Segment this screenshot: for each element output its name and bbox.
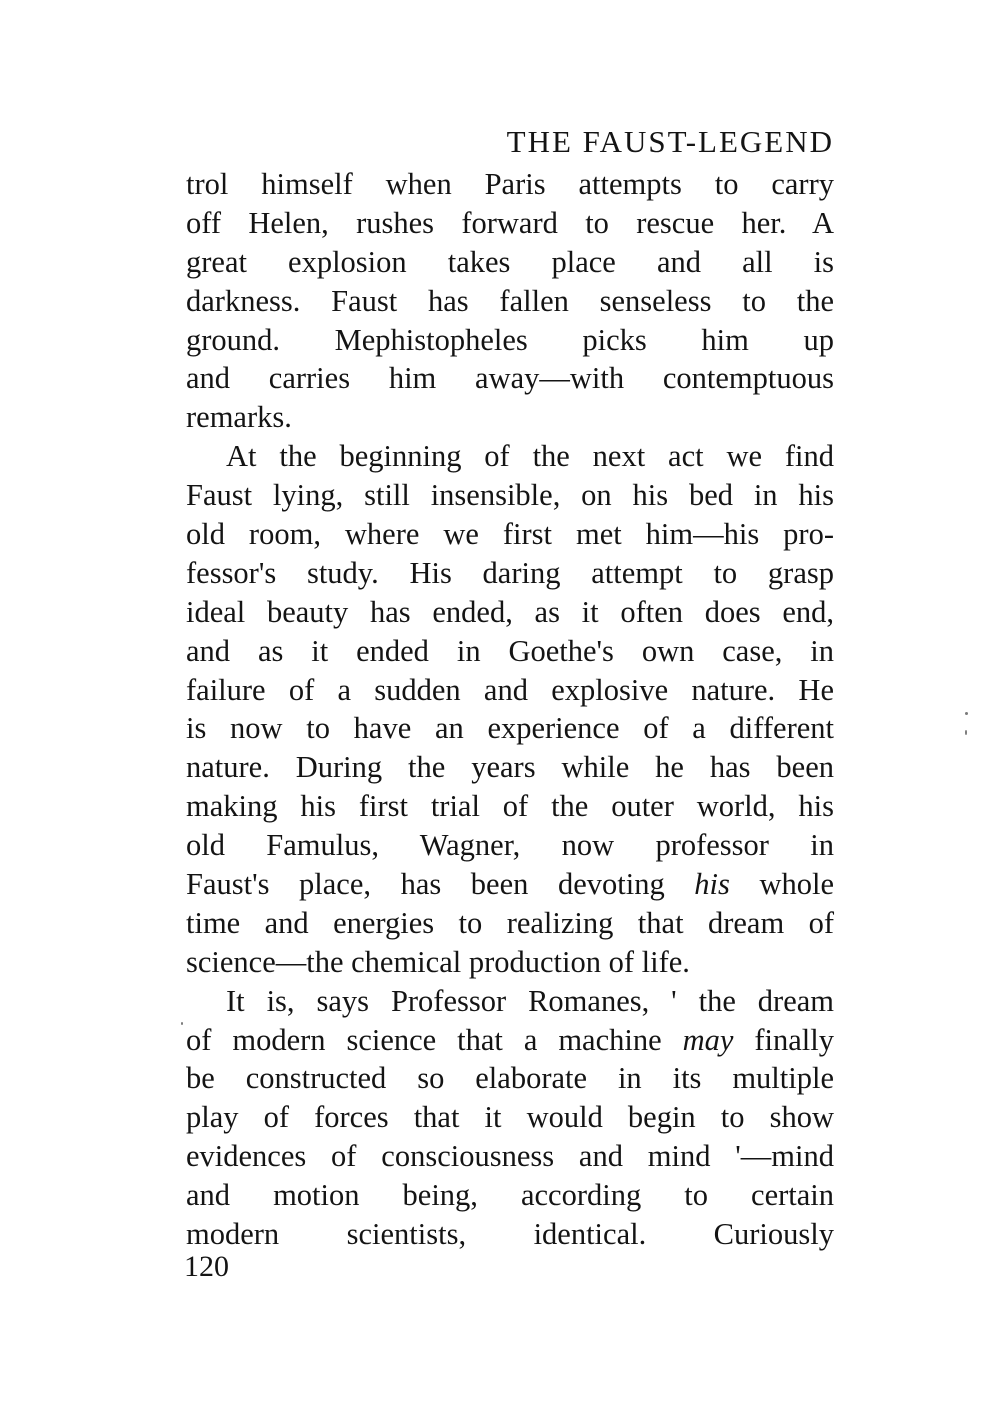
text-line: old room, where we first met him—his pro-: [186, 517, 834, 552]
text-line-with-italic: [186, 865, 834, 904]
page-number: 120: [184, 1250, 229, 1283]
scan-speck: [965, 730, 967, 735]
text-line: ideal beauty has ended, as it often does end,: [186, 594, 834, 629]
body-text: [186, 165, 834, 1254]
running-head: THE FAUST-LEGEND: [506, 124, 834, 159]
text-line: fessor's study. His daring attempt to grasp: [186, 555, 834, 590]
text-line: nature. During the years while he has been: [186, 750, 834, 785]
text-line: great explosion takes place and all is: [186, 244, 834, 279]
text-line: science—the chemical production of life.: [186, 944, 690, 979]
text-run: whole: [729, 867, 834, 902]
text-line-with-italic: [186, 1021, 834, 1060]
italic-emphasis: his: [694, 867, 730, 902]
text-line: It is, says Professor Romanes, ' the dream: [226, 983, 834, 1018]
scan-speck: [181, 1022, 183, 1025]
text-line: remarks.: [186, 400, 292, 435]
text-line: and motion being, according to certain: [186, 1178, 834, 1213]
text-line: and as it ended in Goethe's own case, in: [186, 633, 834, 668]
text-line: making his first trial of the outer world, his: [186, 789, 834, 824]
text-line: play of forces that it would begin to show: [186, 1100, 834, 1135]
text-line: darkness. Faust has fallen senseless to the: [186, 283, 834, 318]
text-line: modern scientists, identical. Curiously: [186, 1217, 834, 1252]
text-run: of modern science that a machine: [186, 1022, 683, 1057]
text-line: old Famulus, Wagner, now professor in: [186, 828, 834, 863]
text-run: finally: [733, 1022, 834, 1057]
text-line: off Helen, rushes forward to rescue her. A: [186, 205, 834, 240]
text-line: Faust lying, still insensible, on his bed in his: [186, 478, 834, 513]
text-line: evidences of consciousness and mind '—mind: [186, 1139, 834, 1174]
text-line: be constructed so elaborate in its multiple: [186, 1061, 834, 1096]
text-line: time and energies to realizing that dream of: [186, 905, 834, 940]
text-run: Faust's place, has been devoting: [186, 867, 695, 902]
italic-emphasis: may: [682, 1022, 734, 1057]
text-line: and carries him away—with contemptuous: [186, 361, 834, 396]
text-line: failure of a sudden and explosive nature. He: [186, 672, 834, 707]
text-line: ground. Mephistopheles picks him up: [186, 322, 834, 357]
text-line: trol himself when Paris attempts to carry: [186, 167, 834, 201]
text-line: is now to have an experience of a different: [186, 711, 834, 746]
text-line: At the beginning of the next act we find: [226, 439, 834, 474]
scan-speck: [965, 712, 968, 715]
